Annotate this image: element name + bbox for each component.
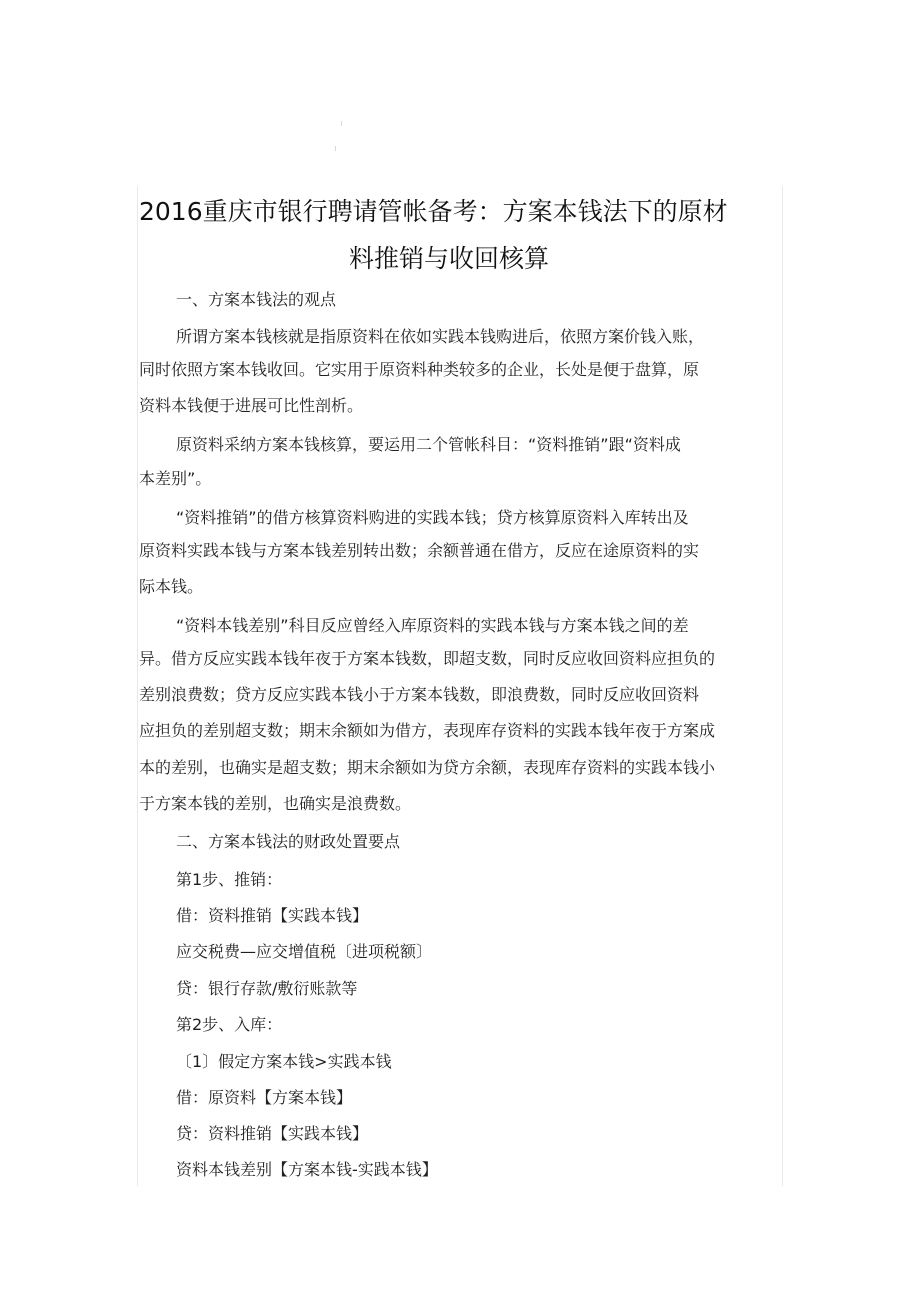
paragraph-line: 资料本钱便于进展可比性剖析。 <box>139 396 364 415</box>
paragraph-line: 际本钱。 <box>139 577 204 596</box>
journal-entry-line: 应交税费—应交增值税〔进项税额〕 <box>176 942 433 961</box>
journal-entry-line: 资料本钱差别【方案本钱-实践本钱】 <box>176 1160 438 1179</box>
step-label: 第1步、推销： <box>176 870 283 889</box>
paragraph-line: “资料本钱差别”科目反应曾经入库原资料的实践本钱与方案本钱之间的差 <box>176 616 689 635</box>
section-heading-concept: 一、方案本钱法的观点 <box>176 290 337 309</box>
paragraph-line: 应担负的差别超支数；期末余额如为借方，表现库存资料的实践本钱年夜于方案成 <box>139 721 716 740</box>
step-label: 第2步、入库： <box>176 1015 283 1034</box>
journal-entry-line: 贷：资料推销【实践本钱】 <box>176 1124 369 1143</box>
paragraph-line: 于方案本钱的差别，也确实是浪费数。 <box>139 794 412 813</box>
scan-speck <box>341 121 342 126</box>
paragraph-line: “资料推销”的借方核算资料购进的实践本钱；贷方核算原资料入库转出及 <box>176 508 689 527</box>
paragraph-line: 差别浪费数；贷方反应实践本钱小于方案本钱数，即浪费数，同时反应收回资料 <box>139 685 700 704</box>
case-label: 〔1〕假定方案本钱>实践本钱 <box>176 1052 392 1071</box>
scan-speck <box>335 146 336 151</box>
journal-entry-line: 贷：银行存款/敷衍账款等 <box>176 979 358 998</box>
paragraph-line: 同时依照方案本钱收回。它实用于原资料种类较多的企业，长处是便于盘算，原 <box>139 360 700 379</box>
paragraph-line: 原资料实践本钱与方案本钱差别转出数；余额普通在借方，反应在途原资料的实 <box>139 541 700 560</box>
document-title-line-1: 2016重庆市银行聘请管帐备考：方案本钱法下的原材 <box>139 197 728 226</box>
paragraph-line: 本的差别，也确实是超支数；期末余额如为贷方余额，表现库存资料的实践本钱小 <box>139 758 716 777</box>
paragraph-line: 原资料采纳方案本钱核算，要运用二个管帐科目：“资料推销”跟“资料成 <box>176 435 681 454</box>
paragraph-line: 所谓方案本钱核就是指原资料在依如实践本钱购进后，依照方案价钱入账， <box>176 327 705 346</box>
paragraph-line: 本差别”。 <box>139 469 212 488</box>
document-title-line-2: 料推销与收回核算 <box>348 244 549 273</box>
journal-entry-line: 借：原资料【方案本钱】 <box>176 1088 353 1107</box>
journal-entry-line: 借：资料推销【实践本钱】 <box>176 906 369 925</box>
paragraph-line: 异。借方反应实践本钱年夜于方案本钱数，即超支数，同时反应收回资料应担负的 <box>139 649 716 668</box>
section-heading-procedure: 二、方案本钱法的财政处置要点 <box>176 832 401 851</box>
